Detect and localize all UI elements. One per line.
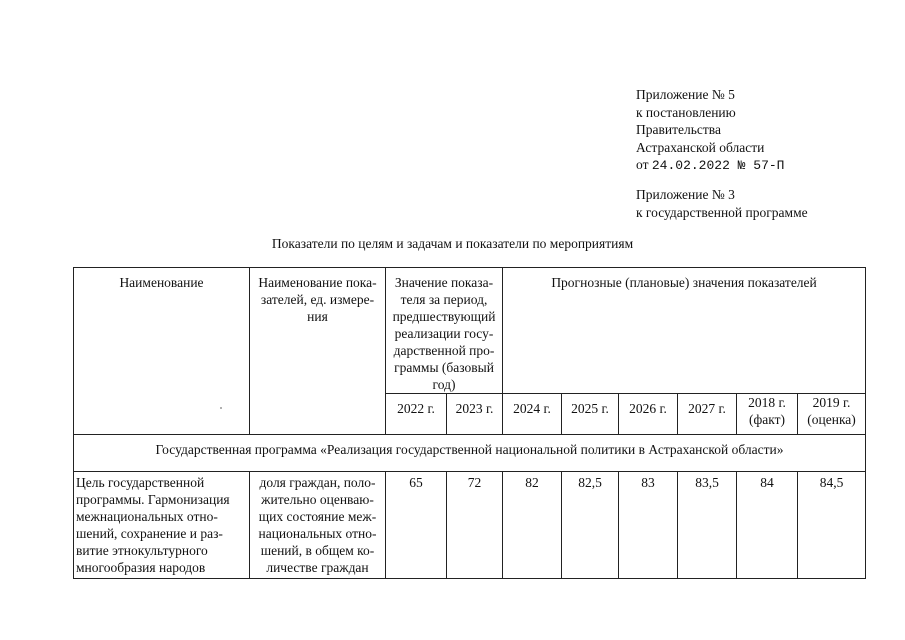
appendix-3-block <box>636 186 808 221</box>
document-title: Показатели по целям и задачам и показатели по мероприятиям <box>271 236 634 251</box>
header-year-2024: 2024 г. <box>503 394 562 435</box>
header-name: Наименование <box>74 268 250 435</box>
header-year-2026: 2026 г. <box>619 394 678 435</box>
appendix-5-line1: Приложение № 5 <box>636 87 735 102</box>
value-2024: 83 <box>619 472 678 579</box>
header-year-2027: 2027 г. <box>678 394 737 435</box>
row-goal-name: Цель государственной программы. Гармонизация межнациональных отно-шений, сохранение и раз-витие этнокультурного многообразия народов <box>74 472 250 579</box>
header-forecast: Прогнозные (плановые) значения показателей <box>503 268 866 394</box>
value-2027: 84,5 <box>798 472 866 579</box>
appendix-3-line1: Приложение № 3 <box>636 187 735 202</box>
header-indicator-name: Наименование пока-зателей, ед. измере-ния <box>250 268 386 435</box>
appendix-5-date-line <box>636 156 784 175</box>
appendix-5-line2: к постановлению <box>636 104 736 120</box>
appendix-5-line4: Астраханской области <box>636 139 765 155</box>
indicators-table <box>73 267 866 579</box>
date-prefix: от <box>636 157 649 172</box>
value-2019: 72 <box>447 472 503 579</box>
value-2026: 84 <box>737 472 798 579</box>
value-2018: 65 <box>386 472 447 579</box>
value-2022: 82 <box>503 472 562 579</box>
scan-speck <box>220 407 222 409</box>
value-2025: 83,5 <box>678 472 737 579</box>
appendix-5-block <box>636 86 784 175</box>
header-year-2018: 2018 г. (факт) <box>737 394 798 435</box>
row-indicator: доля граждан, поло-жительно оценваю-щих состояние меж-национальных отно-шений, в общем ко-личестве граждан <box>250 472 386 579</box>
header-year-2023: 2023 г. <box>447 394 503 435</box>
header-year-2019: 2019 г. (оценка) <box>798 394 866 435</box>
header-year-2022: 2022 г. <box>386 394 447 435</box>
appendix-5-line3: Правительства <box>636 122 721 137</box>
appendix-3-line2: к государственной программе <box>636 204 808 220</box>
section-title: Государственная программа «Реализация государственной национальной политики в Астраханской области» <box>74 435 866 472</box>
value-2023: 82,5 <box>562 472 619 579</box>
section-row <box>74 435 866 472</box>
header-row-1 <box>74 268 866 394</box>
table-row <box>74 472 866 579</box>
date-number: 24.02.2022 № 57-П <box>651 158 785 173</box>
header-base-value: Значение показа-теля за период, предшествующий реализации госу-дарственной про-граммы (базовый год) <box>386 268 503 394</box>
header-year-2025: 2025 г. <box>562 394 619 435</box>
